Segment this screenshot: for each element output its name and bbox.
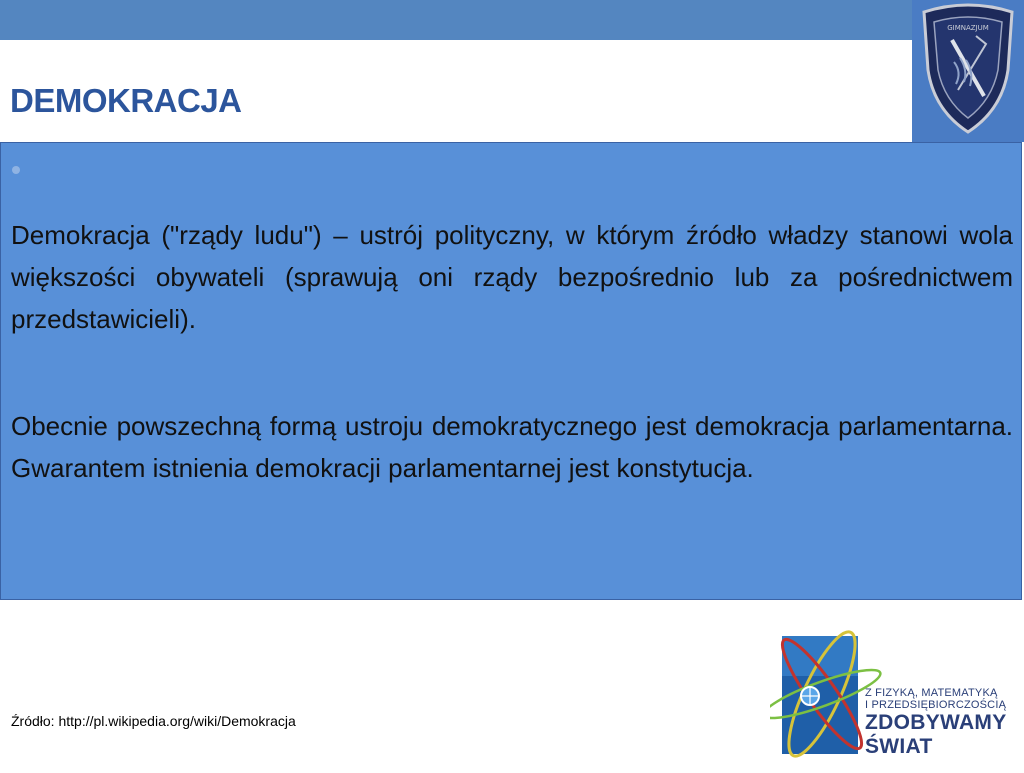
logo-tagline-2: I PRZEDSIĘBIORCZOŚCIĄ [865,699,1007,711]
source-citation: Źródło: http://pl.wikipedia.org/wiki/Demokracja [11,713,296,729]
slide-title: DEMOKRACJA [10,82,242,119]
definition-paragraph: Demokracja ("rządy ludu") – ustrój polityczny, w którym źródło władzy stanowi wola większości obywateli (sprawują oni rządy bezpośrednio lub za pośrednictwem przedstawicieli). [11,220,1013,334]
parliamentary-paragraph: Obecnie powszechną formą ustroju demokratycznego jest demokracja parlamentarna. Gwarantem istnienia demokracji parlamentarnej jest konstytucja. [11,411,1013,483]
logo-name-2: ŚWIAT [865,735,933,758]
logo-text [865,687,1007,759]
top-bar [0,0,1024,40]
badge-text: GIMNAZJUM [947,24,989,32]
bullet-icon [12,166,20,174]
logo-name-1: ZDOBYWAMY [865,711,1007,734]
logo-tagline-1: Z FIZYKĄ, MATEMATYKĄ [865,687,998,699]
content-box [0,142,1022,600]
school-badge-image [912,0,1024,142]
